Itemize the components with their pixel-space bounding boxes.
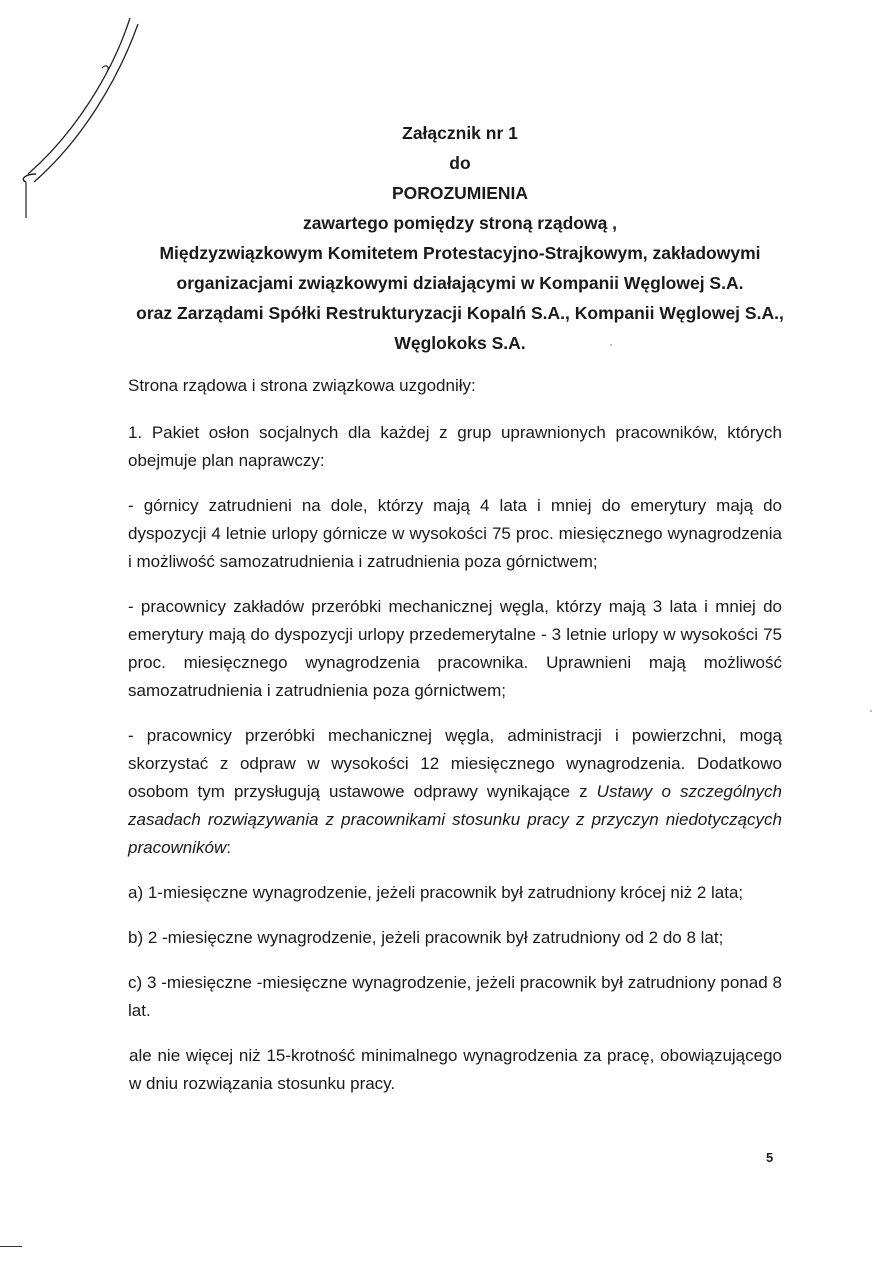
admin-text: - pracownicy przeróbki mechanicznej węgla, administracji i powierzchni, mogą skorzystać z odpraw w wysokości 12 miesięcznego wynagrodzenia. Dodatkowo osobom tym przysługują ustawowe odprawy wynikające z — [128, 726, 782, 801]
header-line-parties-2: Międzyzwiązkowym Komitetem Protestacyjno-Strajkowym, zakładowymi — [159, 243, 761, 263]
margin-mark — [0, 1246, 22, 1247]
processing-workers-paragraph: - pracownicy zakładów przeróbki mechanicznej węgla, którzy mają 3 lata i mniej do emerytury mają do dyspozycji urlopy przedemerytalne - 3 letnie urlopy w wysokości 75 proc. miesięcznego wynagrodzenia pracownika. Uprawnieni mają możliwość samozatrudnienia i zatrudnienia poza górnictwem; — [128, 597, 782, 700]
severance-c: c) 3 -miesięczne -miesięczne wynagrodzenie, jeżeli pracownik był zatrudniony ponad 8 lat. — [128, 973, 782, 1020]
intro-paragraph: Strona rządowa i strona związkowa uzgodniły: — [128, 376, 476, 395]
agreement-title: POROZUMIENIA — [391, 183, 529, 203]
severance-a: a) 1-miesięczne wynagrodzenie, jeżeli pracownik był zatrudniony krócej niż 2 lata; — [128, 883, 744, 902]
document-body — [128, 372, 782, 1115]
severance-b: b) 2 -miesięczne wynagrodzenie, jeżeli pracownik był zatrudniony od 2 do 8 lat; — [128, 928, 724, 947]
header-line-parties-5: Węglokoks S.A. — [394, 333, 526, 353]
attachment-title: Załącznik nr 1 — [402, 123, 518, 143]
miners-paragraph: - górnicy zatrudnieni na dole, którzy mają 4 lata i mniej do emerytury mają do dyspozycji 4 letnie urlopy górnicze w wysokości 75 proc. miesięcznego wynagrodzenia i możliwość samozatrudnienia i zatrudnienia poza górnictwem; — [128, 496, 782, 571]
closing-paragraph: ale nie więcej niż 15-krotność minimalnego wynagrodzenia za pracę, obowiązującego w dniu rozwiązania stosunku pracy. — [129, 1046, 782, 1093]
header-line-parties-4: oraz Zarządami Spółki Restrukturyzacji Kopalń S.A., Kompanii Węglowej S.A., — [136, 303, 784, 323]
header-line-parties-3: organizacjami związkowymi działającymi w Kompanii Węglowej S.A. — [176, 273, 744, 293]
admin-text-end: : — [226, 838, 231, 857]
scan-speck — [870, 710, 872, 712]
point-1-paragraph: 1. Pakiet osłon socjalnych dla każdej z grup uprawnionych pracowników, których obejmuje plan naprawczy: — [128, 423, 782, 470]
document-header — [100, 118, 820, 358]
page-number: 5 — [766, 1150, 774, 1165]
statute-title: Ustawy o szczególnych zasadach rozwiązywania z pracownikami stosunku pracy z przyczyn niedotyczących pracowników — [128, 782, 782, 857]
admin-workers-paragraph — [128, 722, 782, 862]
header-line-parties-1: zawartego pomiędzy stroną rządową , — [302, 213, 618, 233]
header-line-do: do — [449, 153, 471, 173]
